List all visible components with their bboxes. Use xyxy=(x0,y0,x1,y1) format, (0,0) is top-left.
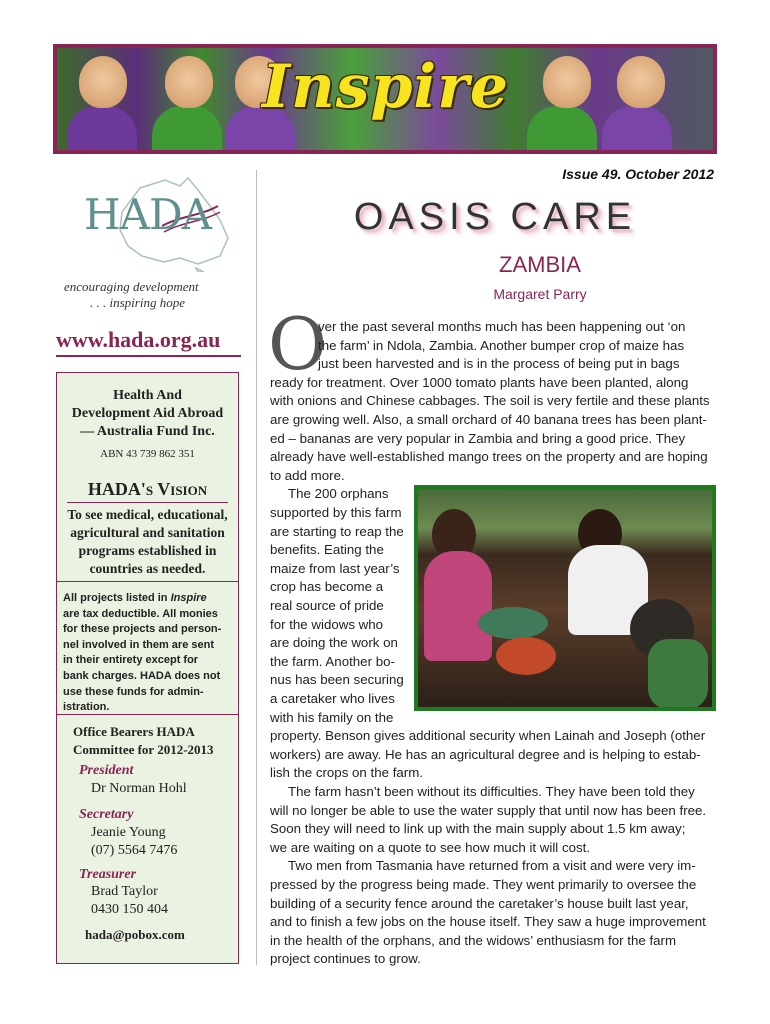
article-line: are growing well. Also, a small orchard of 40 banana trees has been plant- xyxy=(270,412,707,427)
tax-note-line: bank charges. HADA does not xyxy=(63,669,221,682)
drop-cap: O xyxy=(268,302,328,386)
tax-note-line: nel involved in them are sent xyxy=(63,638,214,651)
article-line: supported by this farm xyxy=(270,505,402,520)
tax-note-line: use these funds for admin- xyxy=(63,685,204,698)
article-line: are starting to reap the xyxy=(270,523,404,539)
treasurer-role: Treasurer xyxy=(79,867,137,882)
article-line: with onions and Chinese cabbages. The soil is very fertile and these plants xyxy=(270,393,710,409)
article-line: will no longer be able to use the water supply that until now has been free. xyxy=(270,802,707,818)
vision-line: countries as needed. xyxy=(89,561,206,576)
article-line: project continues to grow. xyxy=(270,951,421,967)
org-name xyxy=(57,387,238,441)
org-name-line: Development Aid Abroad xyxy=(71,406,224,421)
article-line: for the widows who xyxy=(270,616,384,632)
column-divider xyxy=(256,170,257,965)
article-line: already have well-established mango trees on the property and are hoping xyxy=(270,449,708,465)
secretary-name: Jeanie Young xyxy=(91,825,166,840)
article-line: with his family on the xyxy=(270,709,394,725)
article-byline: Margaret Parry xyxy=(493,286,587,302)
president-role: President xyxy=(79,763,134,778)
masthead-title: Inspire xyxy=(262,52,509,122)
article-photo xyxy=(414,485,716,711)
article-line: real source of pride xyxy=(270,598,384,613)
vision-line: agricultural and sanitation xyxy=(70,525,225,540)
article-line: The 200 orphans xyxy=(288,486,389,502)
website-link[interactable]: www.hada.org.au xyxy=(56,327,241,357)
article-line: crop has become a xyxy=(270,579,384,595)
vision-line: To see medical, educational, xyxy=(67,507,228,522)
photo-child xyxy=(165,56,213,108)
article-line: are doing the work on xyxy=(270,635,398,651)
tax-note-line: in their entirety except for xyxy=(63,654,199,667)
article-line: Two men from Tasmania have returned from a visit and were very im- xyxy=(288,858,696,874)
treasurer-phone: 0430 150 404 xyxy=(91,902,168,917)
article-line: property. Benson gives additional security when Lainah and Joseph (other xyxy=(270,728,706,744)
issue-label: Issue 49. October 2012 xyxy=(562,166,714,182)
secretary-role: Secretary xyxy=(79,807,134,822)
tax-deductible-note xyxy=(63,591,231,716)
tagline-line2: . . . inspiring hope xyxy=(90,295,185,310)
article-line: building of a security fence around the caretaker’s house built last year, xyxy=(270,895,689,911)
article-line: pressed by the progress being made. They went primarily to oversee the xyxy=(270,877,697,892)
photo-figure xyxy=(648,639,708,709)
logo-wordmark: HADA xyxy=(84,190,211,239)
photo-child xyxy=(67,106,137,154)
article-line: ver the past several months much has been happening out ‘on xyxy=(318,319,686,334)
tax-note-italic: Inspire xyxy=(170,592,207,604)
article-line: benefits. Eating the xyxy=(270,542,384,558)
president-name: Dr Norman Hohl xyxy=(91,781,187,796)
office-bearers-heading xyxy=(73,723,214,759)
article-line: to add more. xyxy=(270,467,345,483)
secretary-phone: (07) 5564 7476 xyxy=(91,843,178,858)
vision-line: programs established in xyxy=(78,543,217,558)
photo-child xyxy=(617,56,665,108)
org-name-line: Health And xyxy=(113,388,182,403)
article-line: The farm hasn’t been without its difficulties. They have been told they xyxy=(288,784,695,799)
article-line: maize from last year’s xyxy=(270,560,400,576)
photo-child xyxy=(79,56,127,108)
article-line: a caretaker who lives xyxy=(270,691,395,706)
photo-child xyxy=(152,106,222,154)
article-line: Soon they will need to link up with the main supply about 1.5 km away; xyxy=(270,821,686,837)
sidebar-info-box xyxy=(56,372,239,964)
abn-number: ABN 43 739 862 351 xyxy=(100,448,195,460)
article-line: ed – bananas are very popular in Zambia and bring a good price. They xyxy=(270,430,686,446)
tax-note-line: are tax deductible. All monies xyxy=(63,607,218,620)
tax-note-line: All projects listed in xyxy=(63,592,171,604)
article-line: we are waiting on a quote to see how much it will cost. xyxy=(270,839,591,855)
vision-text xyxy=(59,506,236,578)
article-line: just been harvested and is in the process of being put in bags xyxy=(318,356,680,372)
article-line: the farm. Another bo- xyxy=(270,653,395,669)
hada-logo xyxy=(70,176,240,272)
divider xyxy=(57,714,238,715)
masthead-banner xyxy=(53,44,717,154)
divider xyxy=(57,581,238,582)
photo-child xyxy=(527,106,597,154)
article-line: in the health of the orphans, and the widows’ enthusiasm for the farm xyxy=(270,932,677,948)
org-name-line: — Australia Fund Inc. xyxy=(80,424,215,439)
photo-bowl xyxy=(478,607,548,639)
photo-child xyxy=(543,56,591,108)
photo-bowl xyxy=(496,637,556,675)
article-line: workers) are away. He has an agricultural degree and is helping to estab- xyxy=(270,746,701,762)
tax-note-line: istration. xyxy=(63,701,110,714)
article-line: nus has been securing xyxy=(270,672,404,688)
office-heading-line: Office Bearers HADA xyxy=(73,724,195,739)
tax-note-line: for these projects and person- xyxy=(63,623,222,636)
office-heading-line: Committee for 2012-2013 xyxy=(73,742,214,757)
article-line: ready for treatment. Over 1000 tomato plants have been planted, along xyxy=(270,374,689,390)
article-headline: OASIS CARE xyxy=(353,196,637,238)
tagline-line1: encouraging development xyxy=(64,279,199,294)
article-line: the farm’ in Ndola, Zambia. Another bumper crop of maize has xyxy=(318,337,685,353)
treasurer-name: Brad Taylor xyxy=(91,884,158,899)
contact-email[interactable]: hada@pobox.com xyxy=(85,927,185,942)
article-subhead: ZAMBIA xyxy=(499,252,581,277)
article-line: and to finish a few jobs on the house itself. They saw a huge improvement xyxy=(270,914,706,930)
photo-child xyxy=(602,106,672,154)
vision-heading: HADA's Vision xyxy=(57,479,238,500)
photo-figure xyxy=(424,551,492,661)
article-line: lish the crops on the farm. xyxy=(270,765,423,781)
